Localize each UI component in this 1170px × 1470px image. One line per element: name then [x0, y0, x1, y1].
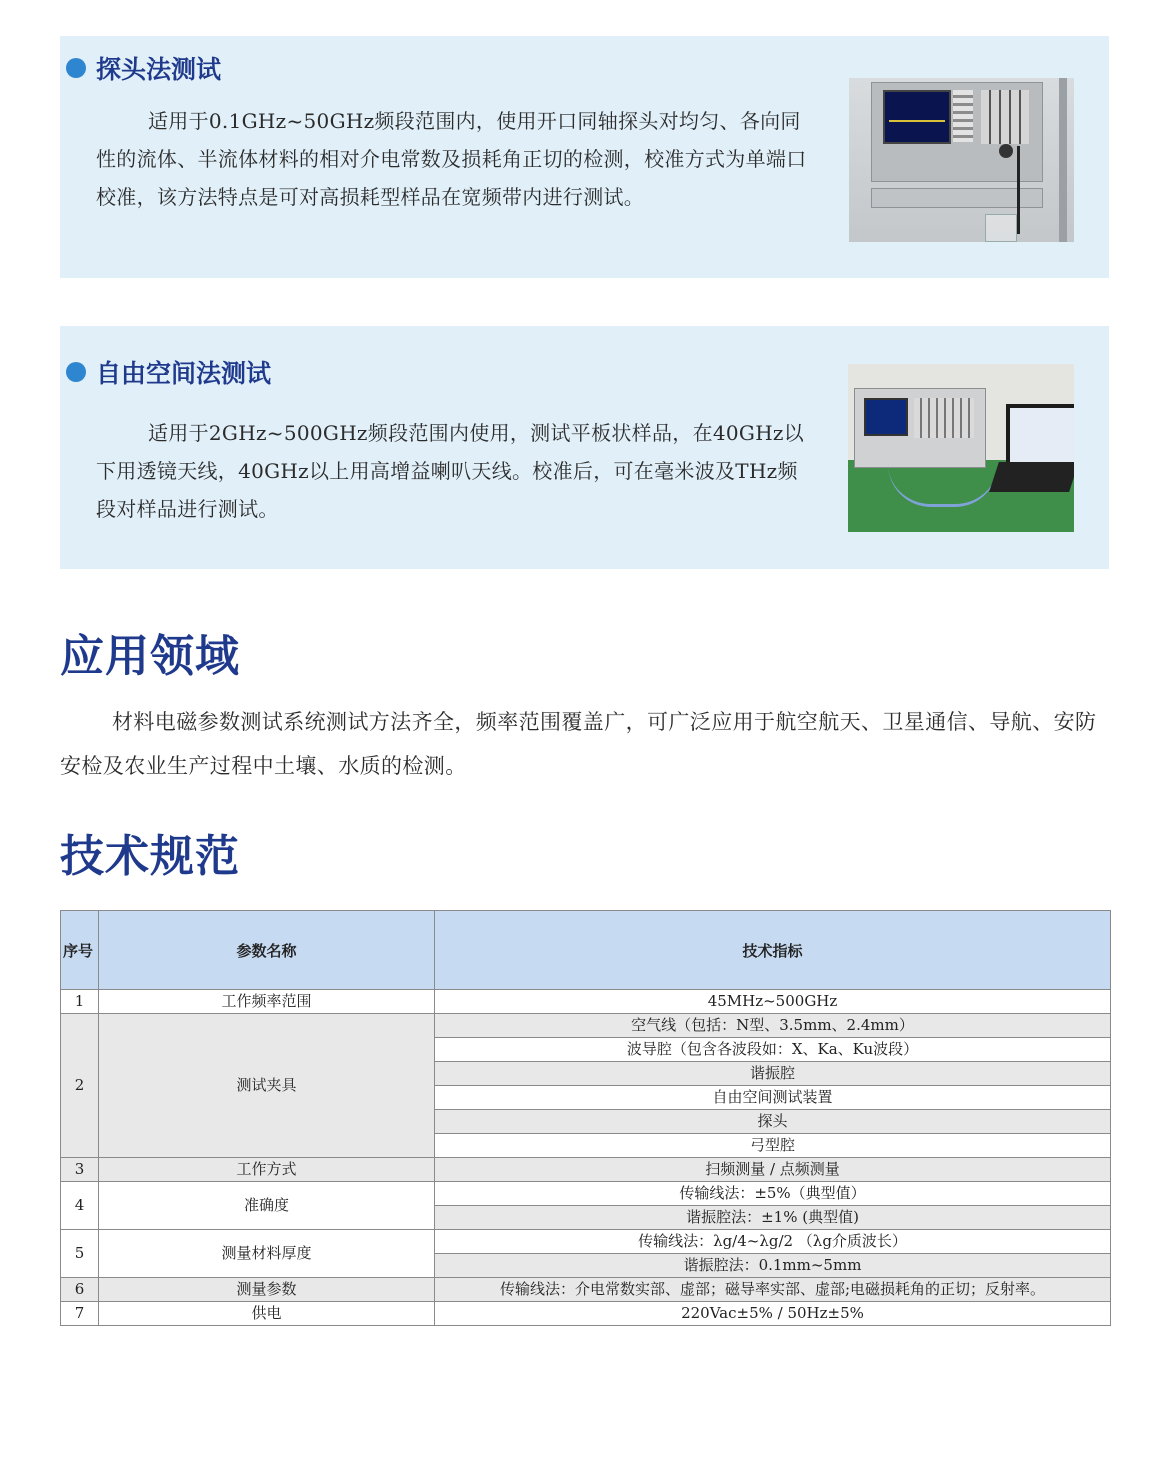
applications-description: 材料电磁参数测试系统测试方法齐全，频率范围覆盖广，可广泛应用于航空航天、卫星通信、导航、安防安检及农业生产过程中土壤、水质的检测。 [60, 710, 1097, 778]
row-value: 波导腔（包含各波段如：X、Ka、Ku波段） [435, 1038, 1111, 1062]
probe-method-card [60, 36, 1109, 278]
row-value: 传输线法：λg/4~λg/2 （λg介质波长） [435, 1230, 1111, 1254]
row-value: 220Vac±5% / 50Hz±5% [435, 1302, 1111, 1326]
free-space-method-title-text: 自由空间法测试 [96, 359, 272, 388]
row-no: 4 [61, 1182, 99, 1230]
table-row [61, 1014, 1111, 1038]
table-row [61, 1278, 1111, 1302]
row-value: 扫频测量 / 点频测量 [435, 1158, 1111, 1182]
row-param: 工作频率范围 [99, 990, 435, 1014]
row-value: 自由空间测试装置 [435, 1086, 1111, 1110]
spec-table [60, 910, 1111, 1326]
header-no: 序号 [61, 911, 99, 990]
row-no: 1 [61, 990, 99, 1014]
bullet-dot-icon [66, 58, 86, 78]
probe-instrument-photo [849, 78, 1074, 242]
header-param: 参数名称 [99, 911, 435, 990]
table-row [61, 990, 1111, 1014]
row-no: 2 [61, 1014, 99, 1158]
row-value: 传输线法：±5%（典型值） [435, 1182, 1111, 1206]
row-no: 3 [61, 1158, 99, 1182]
row-value: 谐振腔法：±1% (典型值) [435, 1206, 1111, 1230]
table-row [61, 1230, 1111, 1254]
row-no: 5 [61, 1230, 99, 1278]
row-value: 空气线（包括：N型、3.5mm、2.4mm） [435, 1014, 1111, 1038]
table-row [61, 1158, 1111, 1182]
free-space-setup-photo [848, 364, 1074, 532]
row-value: 谐振腔 [435, 1062, 1111, 1086]
row-value: 谐振腔法：0.1mm~5mm [435, 1254, 1111, 1278]
row-param: 工作方式 [99, 1158, 435, 1182]
probe-method-title [66, 50, 221, 86]
specs-heading: 技术规范 [60, 831, 240, 882]
bullet-dot-icon [66, 362, 86, 382]
probe-method-description: 适用于0.1GHz~50GHz频段范围内，使用开口同轴探头对均匀、各向同性的流体、半流体材料的相对介电常数及损耗角正切的检测，校准方式为单端口校准，该方法特点是可对高损耗型样品在宽频带内进行测试。 [96, 109, 807, 209]
free-space-method-description: 适用于2GHz~500GHz频段范围内使用，测试平板状样品，在40GHz以下用透镜天线，40GHz以上用高增益喇叭天线。校准后，可在毫米波及THz频段对样品进行测试。 [96, 421, 805, 521]
row-no: 7 [61, 1302, 99, 1326]
spec-table-header-row [61, 911, 1111, 990]
row-param: 供电 [99, 1302, 435, 1326]
row-value: 45MHz~500GHz [435, 990, 1111, 1014]
row-param: 准确度 [99, 1182, 435, 1230]
row-param: 测量材料厚度 [99, 1230, 435, 1278]
probe-method-title-text: 探头法测试 [96, 55, 222, 84]
row-value: 弓型腔 [435, 1134, 1111, 1158]
table-row [61, 1182, 1111, 1206]
row-no: 6 [61, 1278, 99, 1302]
table-row [61, 1302, 1111, 1326]
row-param: 测试夹具 [99, 1014, 435, 1158]
free-space-method-card [60, 326, 1109, 569]
row-value: 传输线法：介电常数实部、虚部；磁导率实部、虚部;电磁损耗角的正切；反射率。 [435, 1278, 1111, 1302]
applications-heading: 应用领域 [60, 631, 240, 682]
row-param: 测量参数 [99, 1278, 435, 1302]
row-value: 探头 [435, 1110, 1111, 1134]
header-value: 技术指标 [435, 911, 1111, 990]
free-space-method-title [66, 354, 271, 390]
